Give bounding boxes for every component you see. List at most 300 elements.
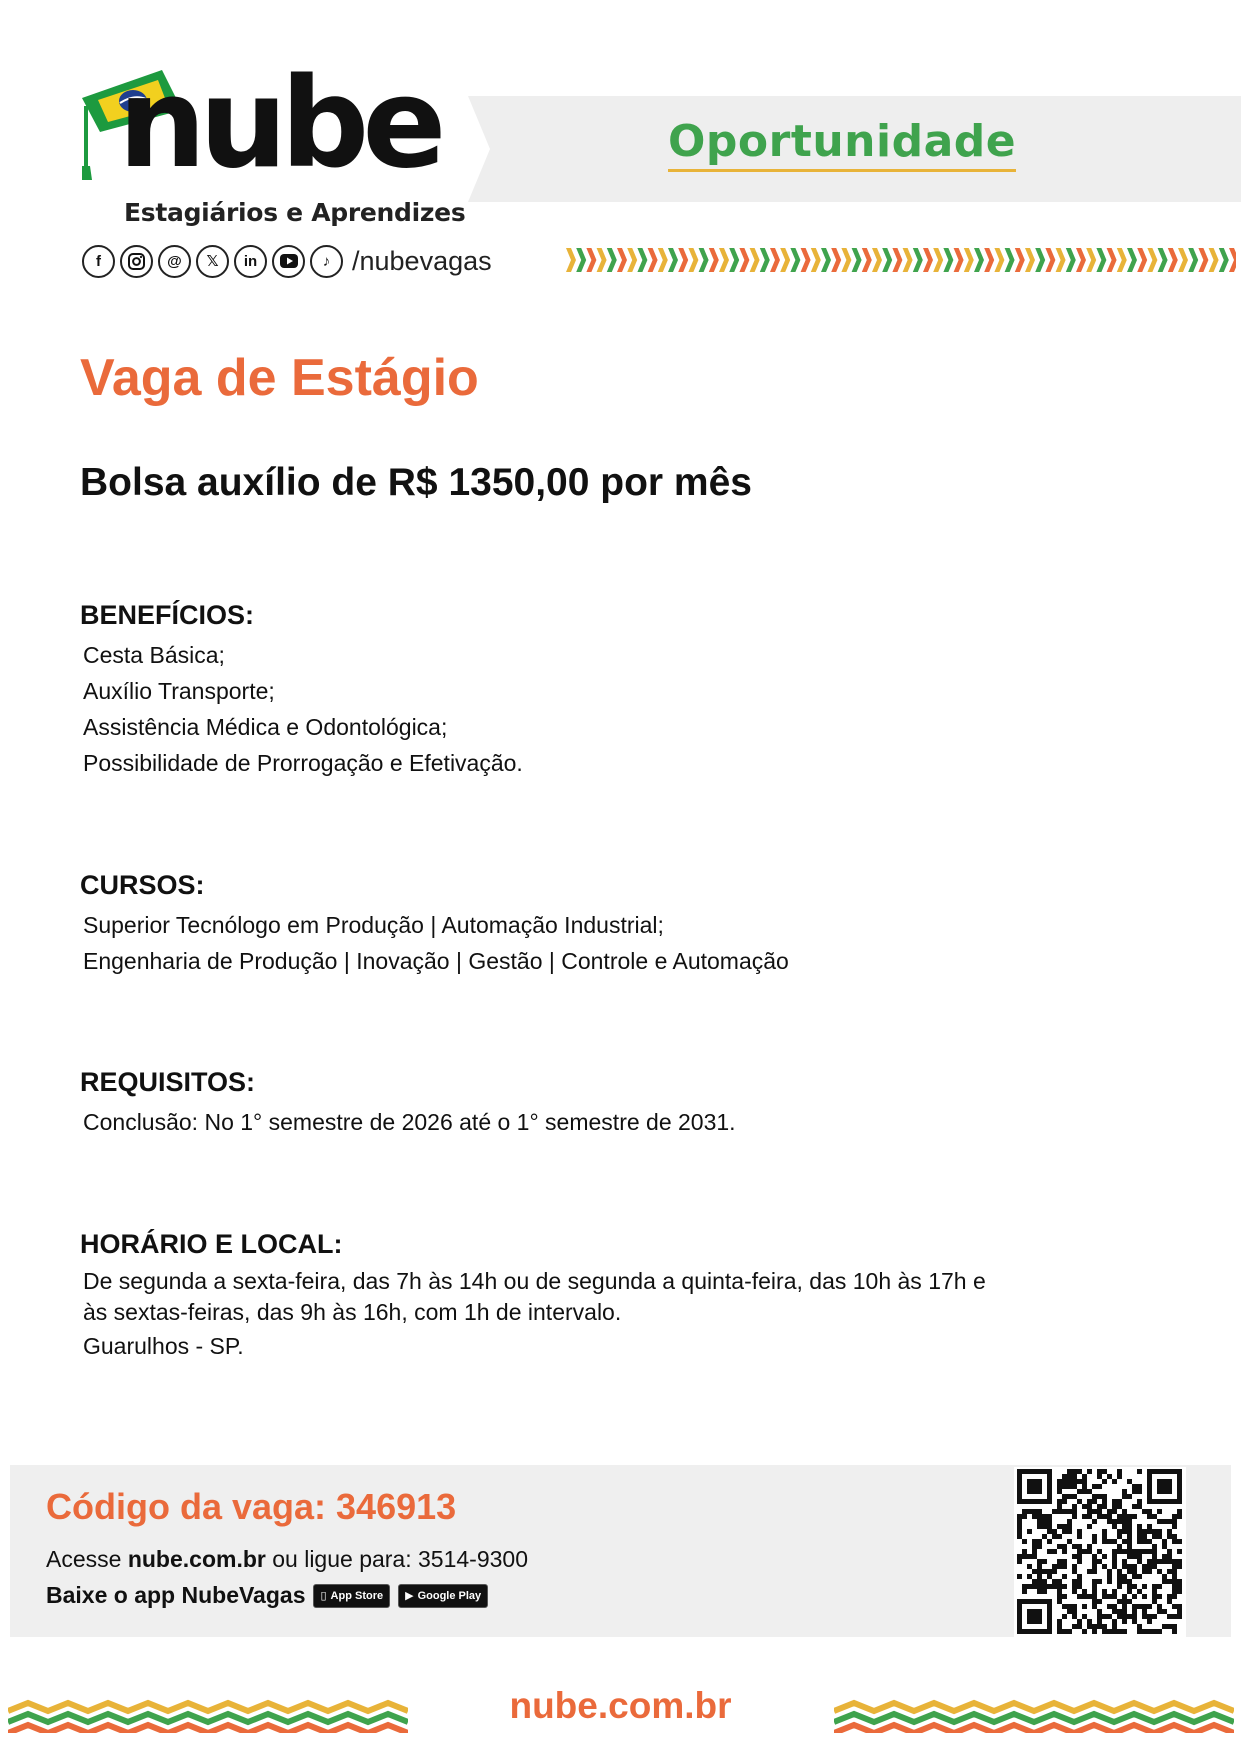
nube-logo <box>84 52 466 234</box>
qr-module <box>1112 1594 1117 1599</box>
qr-module <box>1147 1539 1152 1544</box>
qr-module <box>1037 1499 1042 1504</box>
qr-module <box>1097 1549 1102 1554</box>
qr-module <box>1037 1484 1042 1489</box>
qr-module <box>1027 1614 1032 1619</box>
qr-module <box>1037 1489 1042 1494</box>
qr-module <box>1017 1529 1022 1534</box>
qr-module <box>1022 1539 1027 1544</box>
qr-module <box>1167 1499 1172 1504</box>
qr-module <box>1137 1529 1142 1534</box>
qr-module <box>1017 1534 1022 1539</box>
qr-module <box>1042 1569 1047 1574</box>
qr-module <box>1092 1539 1097 1544</box>
qr-module <box>1097 1624 1102 1629</box>
qr-module <box>1157 1584 1162 1589</box>
qr-module <box>1042 1579 1047 1584</box>
qr-module <box>1172 1569 1177 1574</box>
qr-module <box>1167 1554 1172 1559</box>
qr-module <box>1062 1614 1067 1619</box>
qr-module <box>1032 1549 1037 1554</box>
qr-module <box>1117 1534 1122 1539</box>
qr-module <box>1107 1474 1112 1479</box>
qr-module <box>1072 1569 1077 1574</box>
qr-module <box>1167 1519 1172 1524</box>
qr-module <box>1177 1499 1182 1504</box>
qr-module <box>1042 1599 1047 1604</box>
qr-module <box>1032 1614 1037 1619</box>
qr-module <box>1162 1519 1167 1524</box>
qr-module <box>1147 1619 1152 1624</box>
qr-module <box>1077 1554 1082 1559</box>
qr-module <box>1067 1539 1072 1544</box>
qr-module <box>1072 1564 1077 1569</box>
qr-module <box>1152 1549 1157 1554</box>
qr-module <box>1102 1469 1107 1474</box>
chevron-mark <box>678 248 688 272</box>
qr-module <box>1062 1604 1067 1609</box>
qr-module <box>1132 1574 1137 1579</box>
qr-module <box>1112 1619 1117 1624</box>
qr-module <box>1102 1629 1107 1634</box>
qr-module <box>1087 1619 1092 1624</box>
chevron-mark <box>974 248 984 272</box>
qr-module <box>1177 1589 1182 1594</box>
chevron-mark <box>1015 248 1025 272</box>
qr-module <box>1127 1494 1132 1499</box>
qr-module <box>1072 1494 1077 1499</box>
qr-module <box>1037 1614 1042 1619</box>
qr-module <box>1157 1489 1162 1494</box>
qr-module <box>1052 1549 1057 1554</box>
qr-module <box>1017 1479 1022 1484</box>
chevron-mark <box>658 248 668 272</box>
qr-module <box>1027 1499 1032 1504</box>
chevron-mark <box>566 248 576 272</box>
qr-module <box>1097 1559 1102 1564</box>
qr-module <box>1102 1564 1107 1569</box>
qr-module <box>1042 1524 1047 1529</box>
chevron-mark <box>1209 248 1219 272</box>
qr-module <box>1087 1544 1092 1549</box>
qr-module <box>1132 1489 1137 1494</box>
chevron-mark <box>852 248 862 272</box>
qr-module <box>1047 1549 1052 1554</box>
qr-module <box>1042 1559 1047 1564</box>
qr-module <box>1037 1564 1042 1569</box>
qr-module <box>1057 1579 1062 1584</box>
qr-module <box>1172 1584 1177 1589</box>
qr-module <box>1132 1554 1137 1559</box>
qr-module <box>1017 1619 1022 1624</box>
youtube-icon[interactable] <box>272 245 305 278</box>
qr-module <box>1127 1519 1132 1524</box>
app-store-label: App Store <box>330 1589 384 1602</box>
website-link[interactable]: nube.com.br <box>509 1685 732 1726</box>
section-heading: BENEFÍCIOS: <box>80 600 255 630</box>
qr-module <box>1062 1474 1067 1479</box>
qr-module <box>1137 1524 1142 1529</box>
section-cursos <box>80 868 789 979</box>
chevron-mark <box>688 248 698 272</box>
qr-module <box>1117 1469 1122 1474</box>
qr-module <box>1077 1549 1082 1554</box>
chevron-mark <box>637 248 647 272</box>
qr-module <box>1172 1574 1177 1579</box>
qr-module <box>1087 1624 1092 1629</box>
qr-module <box>1112 1499 1117 1504</box>
qr-module <box>1152 1589 1157 1594</box>
qr-module <box>1122 1609 1127 1614</box>
qr-module <box>1077 1559 1082 1564</box>
qr-module <box>1077 1499 1082 1504</box>
qr-module <box>1122 1579 1127 1584</box>
qr-module <box>1137 1589 1142 1594</box>
qr-module <box>1032 1629 1037 1634</box>
chevron-mark <box>739 248 749 272</box>
qr-module <box>1122 1509 1127 1514</box>
qr-module <box>1072 1504 1077 1509</box>
qr-module <box>1122 1594 1127 1599</box>
qr-module <box>1047 1619 1052 1624</box>
qr-module <box>1032 1619 1037 1624</box>
linkedin-icon[interactable]: in <box>234 245 267 278</box>
qr-module <box>1107 1594 1112 1599</box>
qr-module <box>1097 1509 1102 1514</box>
qr-module <box>1147 1559 1152 1564</box>
qr-module <box>1122 1629 1127 1634</box>
qr-module <box>1127 1569 1132 1574</box>
qr-module <box>1172 1629 1177 1634</box>
qr-module <box>1162 1539 1167 1544</box>
chevron-mark <box>1066 248 1076 272</box>
qr-module <box>1127 1564 1132 1569</box>
qr-module <box>1072 1579 1077 1584</box>
qr-module <box>1122 1559 1127 1564</box>
qr-module <box>1087 1514 1092 1519</box>
qr-module <box>1032 1554 1037 1559</box>
qr-module <box>1177 1609 1182 1614</box>
threads-icon[interactable]: @ <box>158 245 191 278</box>
zigzag-stroke <box>834 1725 1234 1733</box>
chevron-mark <box>1035 248 1045 272</box>
qr-module <box>1097 1614 1102 1619</box>
qr-module <box>1102 1594 1107 1599</box>
qr-module <box>1172 1589 1177 1594</box>
facebook-icon[interactable]: f <box>82 245 115 278</box>
qr-module <box>1137 1604 1142 1609</box>
qr-module <box>1022 1589 1027 1594</box>
qr-module <box>1127 1529 1132 1534</box>
qr-module <box>1137 1559 1142 1564</box>
qr-module <box>1092 1494 1097 1499</box>
qr-module <box>1122 1549 1127 1554</box>
qr-module <box>1147 1479 1152 1484</box>
qr-module <box>1112 1624 1117 1629</box>
qr-module <box>1167 1489 1172 1494</box>
qr-module <box>1117 1529 1122 1534</box>
qr-module <box>1057 1509 1062 1514</box>
qr-module <box>1102 1539 1107 1544</box>
qr-module <box>1047 1494 1052 1499</box>
qr-module <box>1132 1584 1137 1589</box>
qr-module <box>1127 1549 1132 1554</box>
qr-module <box>1072 1509 1077 1514</box>
qr-module <box>1117 1599 1122 1604</box>
qr-module <box>1127 1579 1132 1584</box>
qr-module <box>1157 1594 1162 1599</box>
chevron-mark <box>872 248 882 272</box>
qr-module <box>1047 1609 1052 1614</box>
qr-module <box>1067 1604 1072 1609</box>
qr-module <box>1067 1529 1072 1534</box>
instagram-icon[interactable] <box>120 245 153 278</box>
qr-module <box>1107 1614 1112 1619</box>
qr-module <box>1132 1614 1137 1619</box>
section-line: Cesta Básica; <box>83 642 225 669</box>
qr-module <box>1142 1614 1147 1619</box>
chevron-mark <box>1045 248 1055 272</box>
qr-module <box>1142 1564 1147 1569</box>
qr-module <box>1097 1504 1102 1509</box>
qr-module <box>1017 1624 1022 1629</box>
qr-module <box>1037 1579 1042 1584</box>
qr-module <box>1067 1524 1072 1529</box>
qr-module <box>1112 1539 1117 1544</box>
qr-module <box>1132 1569 1137 1574</box>
qr-module <box>1142 1529 1147 1534</box>
chevron-decoration <box>566 245 1236 275</box>
qr-module <box>1142 1604 1147 1609</box>
qr-module <box>1027 1584 1032 1589</box>
qr-module <box>1067 1474 1072 1479</box>
qr-module <box>1062 1494 1067 1499</box>
contact-site-link[interactable]: nube.com.br <box>127 1546 266 1572</box>
qr-module <box>1137 1469 1142 1474</box>
qr-module <box>1127 1589 1132 1594</box>
qr-module <box>1157 1569 1162 1574</box>
qr-module <box>1157 1629 1162 1634</box>
chevron-mark <box>801 248 811 272</box>
qr-module <box>1142 1539 1147 1544</box>
qr-module <box>1032 1509 1037 1514</box>
qr-module <box>1067 1479 1072 1484</box>
qr-module <box>1132 1594 1137 1599</box>
qr-module <box>1122 1494 1127 1499</box>
qr-module <box>1127 1584 1132 1589</box>
qr-module <box>1032 1609 1037 1614</box>
tiktok-icon[interactable]: ♪ <box>310 245 343 278</box>
qr-module <box>1047 1629 1052 1634</box>
section-line: às sextas-feiras, das 9h às 16h, com 1h de intervalo. <box>83 1299 622 1326</box>
qr-module <box>1152 1599 1157 1604</box>
qr-module <box>1117 1514 1122 1519</box>
qr-module <box>1172 1514 1177 1519</box>
qr-module <box>1092 1564 1097 1569</box>
qr-module <box>1047 1499 1052 1504</box>
qr-module <box>1147 1614 1152 1619</box>
qr-module <box>1137 1574 1142 1579</box>
qr-module <box>1032 1479 1037 1484</box>
app-store-badge[interactable] <box>313 1584 390 1608</box>
qr-module <box>1072 1544 1077 1549</box>
qr-module <box>1147 1524 1152 1529</box>
qr-module <box>1172 1499 1177 1504</box>
qr-module <box>1112 1559 1117 1564</box>
qr-module <box>1127 1514 1132 1519</box>
qr-module <box>1032 1579 1037 1584</box>
qr-module <box>1017 1559 1022 1564</box>
qr-module <box>1097 1619 1102 1624</box>
qr-module <box>1112 1554 1117 1559</box>
chevron-mark <box>1005 248 1015 272</box>
chevron-mark <box>1025 248 1035 272</box>
chevron-mark <box>903 248 913 272</box>
chevron-mark <box>984 248 994 272</box>
qr-module <box>1062 1479 1067 1484</box>
qr-code[interactable] <box>1014 1467 1186 1637</box>
qr-module <box>1027 1489 1032 1494</box>
chevron-mark <box>750 248 760 272</box>
qr-module <box>1102 1614 1107 1619</box>
qr-module <box>1087 1549 1092 1554</box>
qr-module <box>1032 1499 1037 1504</box>
qr-module <box>1157 1519 1162 1524</box>
qr-module <box>1167 1529 1172 1534</box>
qr-module <box>1147 1569 1152 1574</box>
qr-module <box>1157 1604 1162 1609</box>
qr-module <box>1162 1469 1167 1474</box>
zigzag-stroke <box>834 1703 1234 1711</box>
qr-module <box>1147 1499 1152 1504</box>
qr-module <box>1162 1579 1167 1584</box>
qr-module <box>1022 1469 1027 1474</box>
qr-module <box>1142 1569 1147 1574</box>
chevron-mark <box>1127 248 1137 272</box>
chevron-mark <box>1117 248 1127 272</box>
chevron-mark <box>1198 248 1208 272</box>
qr-module <box>1057 1619 1062 1624</box>
contact-suffix: ou ligue para: 3514-9300 <box>265 1546 528 1572</box>
qr-module <box>1067 1469 1072 1474</box>
qr-module <box>1082 1594 1087 1599</box>
qr-module <box>1162 1609 1167 1614</box>
qr-module <box>1067 1484 1072 1489</box>
chevron-mark <box>1178 248 1188 272</box>
qr-module <box>1167 1469 1172 1474</box>
qr-module <box>1092 1519 1097 1524</box>
qr-module <box>1102 1589 1107 1594</box>
chevron-mark <box>597 248 607 272</box>
qr-module <box>1097 1474 1102 1479</box>
qr-module <box>1097 1599 1102 1604</box>
banner-title: Oportunidade <box>668 120 1016 172</box>
qr-module <box>1172 1519 1177 1524</box>
qr-module <box>1117 1609 1122 1614</box>
qr-module <box>1112 1524 1117 1529</box>
qr-module <box>1042 1519 1047 1524</box>
qr-module <box>1162 1554 1167 1559</box>
qr-module <box>1047 1489 1052 1494</box>
x-icon[interactable]: 𝕏 <box>196 245 229 278</box>
qr-module <box>1062 1549 1067 1554</box>
qr-module <box>1077 1579 1082 1584</box>
qr-module <box>1157 1469 1162 1474</box>
section-requisitos <box>80 1065 736 1140</box>
qr-module <box>1152 1514 1157 1519</box>
section-horario <box>80 1227 986 1364</box>
qr-module <box>1027 1479 1032 1484</box>
qr-module <box>1142 1629 1147 1634</box>
qr-module <box>1102 1514 1107 1519</box>
qr-module <box>1092 1624 1097 1629</box>
chevron-mark <box>1229 248 1236 272</box>
qr-module <box>1127 1614 1132 1619</box>
qr-module <box>1017 1554 1022 1559</box>
qr-module <box>1062 1529 1067 1534</box>
qr-module <box>1112 1509 1117 1514</box>
qr-module <box>1102 1504 1107 1509</box>
chevron-mark <box>617 248 627 272</box>
section-heading: HORÁRIO E LOCAL: <box>80 1229 343 1259</box>
qr-module <box>1177 1549 1182 1554</box>
apple-icon: ▯ <box>320 1590 327 1602</box>
qr-module <box>1177 1474 1182 1479</box>
qr-module <box>1147 1564 1152 1569</box>
qr-module <box>1077 1479 1082 1484</box>
qr-module <box>1087 1469 1092 1474</box>
section-heading: CURSOS: <box>80 870 205 900</box>
qr-module <box>1172 1564 1177 1569</box>
qr-module <box>1152 1534 1157 1539</box>
chevron-mark <box>668 248 678 272</box>
job-code: Código da vaga: 346913 <box>46 1486 457 1527</box>
qr-module <box>1107 1519 1112 1524</box>
chevron-mark <box>576 248 586 272</box>
qr-module <box>1047 1524 1052 1529</box>
qr-module <box>1037 1609 1042 1614</box>
qr-module <box>1157 1534 1162 1539</box>
qr-module <box>1037 1629 1042 1634</box>
chevron-mark <box>699 248 709 272</box>
qr-module <box>1147 1514 1152 1519</box>
qr-module <box>1062 1484 1067 1489</box>
qr-module <box>1177 1479 1182 1484</box>
qr-module <box>1057 1544 1062 1549</box>
qr-module <box>1027 1554 1032 1559</box>
qr-module <box>1037 1599 1042 1604</box>
qr-module <box>1087 1504 1092 1509</box>
qr-module <box>1117 1544 1122 1549</box>
qr-module <box>1037 1519 1042 1524</box>
qr-module <box>1017 1499 1022 1504</box>
qr-module <box>1127 1599 1132 1604</box>
qr-module <box>1127 1539 1132 1544</box>
qr-module <box>1047 1539 1052 1544</box>
qr-module <box>1057 1564 1062 1569</box>
qr-module <box>1057 1629 1062 1634</box>
qr-module <box>1117 1579 1122 1584</box>
qr-module <box>1132 1604 1137 1609</box>
qr-module <box>1022 1509 1027 1514</box>
qr-module <box>1037 1589 1042 1594</box>
google-play-badge[interactable] <box>398 1584 488 1608</box>
qr-module <box>1047 1574 1052 1579</box>
qr-module <box>1072 1624 1077 1629</box>
qr-module <box>1057 1594 1062 1599</box>
qr-module <box>1047 1529 1052 1534</box>
qr-module <box>1152 1584 1157 1589</box>
